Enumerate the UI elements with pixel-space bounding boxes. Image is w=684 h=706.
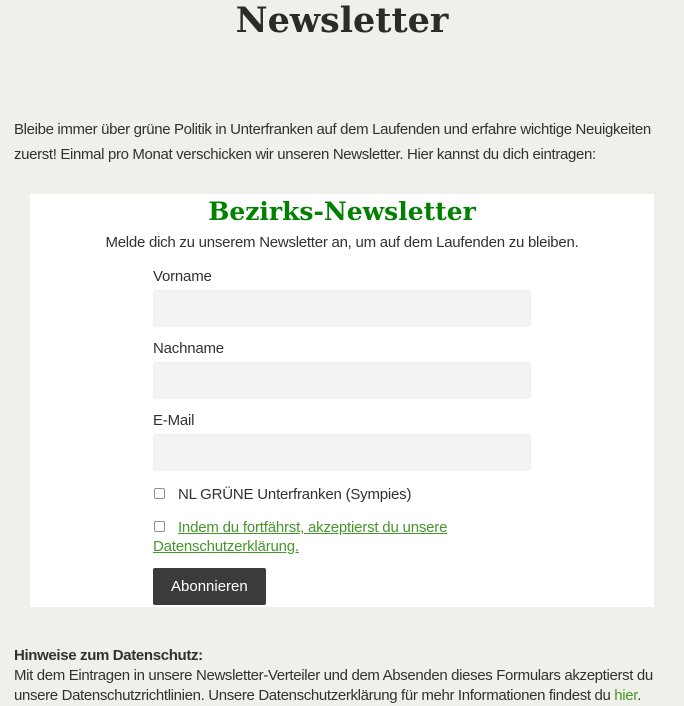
privacy-policy-link[interactable]: Indem du fortfährst, akzeptierst du unsere Datenschutzerklärung. — [153, 519, 448, 555]
email-label: E-Mail — [153, 412, 195, 429]
newsletter-form — [153, 269, 531, 605]
card-title: Bezirks-Newsletter — [208, 197, 476, 226]
vorname-label: Vorname — [153, 268, 212, 285]
checkbox-row-privacy-consent — [153, 518, 531, 556]
hier-link[interactable]: hier — [614, 687, 638, 704]
intro-text: Bleibe immer über grüne Politik in Unterfranken auf dem Laufenden und erfahre wichtige Neuigkeiten zuerst! Einmal pro Monat verschicken wir unseren Newsletter. Hier kannst du dich eintragen: — [14, 121, 651, 163]
email-input[interactable] — [153, 434, 531, 471]
subscribe-button[interactable]: Abonnieren — [153, 568, 266, 605]
privacy-consent-checkbox[interactable] — [154, 521, 165, 532]
field-vorname — [153, 269, 531, 327]
nachname-input[interactable] — [153, 362, 531, 399]
vorname-input[interactable] — [153, 290, 531, 327]
field-nachname — [153, 341, 531, 399]
newsletter-form-card — [30, 194, 654, 607]
privacy-note-text — [14, 666, 670, 706]
card-subtitle: Melde dich zu unserem Newsletter an, um auf dem Laufenden zu bleiben. — [105, 234, 579, 251]
privacy-note — [14, 646, 670, 706]
nachname-label: Nachname — [153, 340, 224, 357]
privacy-note-heading: Hinweise zum Datenschutz: — [14, 647, 203, 664]
field-email — [153, 413, 531, 471]
sympies-checkbox[interactable] — [154, 488, 165, 499]
sympies-checkbox-label: NL GRÜNE Unterfranken (Sympies) — [177, 486, 412, 503]
privacy-text-after-link: . — [637, 687, 641, 704]
page-title: Newsletter — [235, 0, 449, 41]
privacy-text-before-link: Mit dem Eintragen in unsere Newsletter-Verteiler und dem Absenden dieses Formulars akzeptierst du unsere Datenschutzrichtlinien. Unsere Datenschutzerklärung für mehr Informationen findest du — [14, 667, 653, 704]
checkbox-row-sympies — [153, 485, 531, 504]
